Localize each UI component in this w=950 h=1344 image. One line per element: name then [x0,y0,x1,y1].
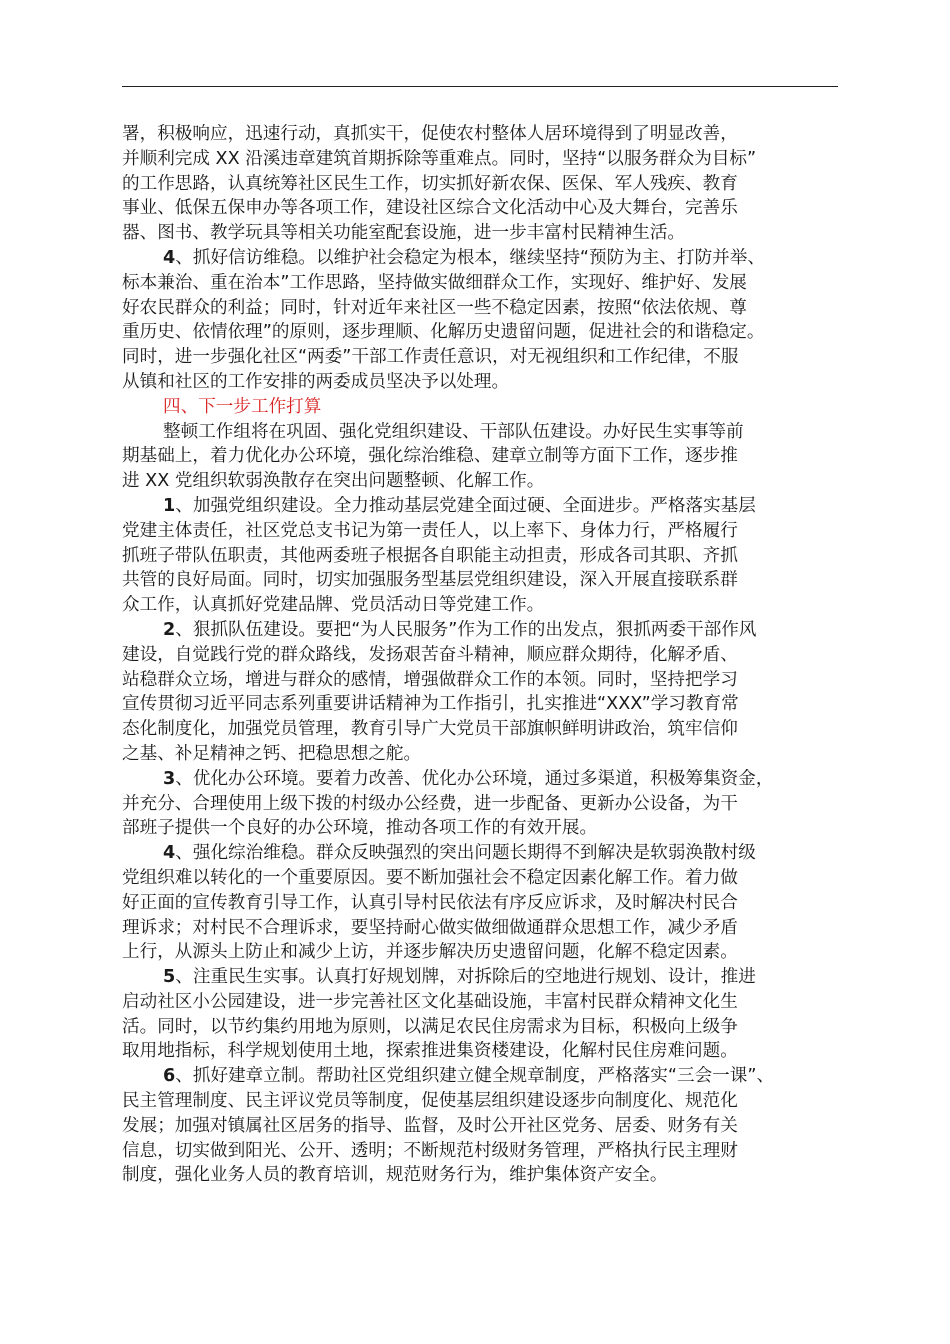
item-number: 1 [163,495,176,516]
line-text: 的工作思路，认真统筹社区民生工作，切实抓好新农保、医保、军人残疾、教育 [122,173,738,194]
text-line [122,494,852,519]
text-line [122,147,852,172]
line-text: 发展；加强对镇属社区居务的指导、监督，及时公开社区党务、居委、财务有关 [122,1115,738,1136]
item-number: 5 [163,967,176,988]
line-text: 、抓好建章立制。帮助社区党组织建立健全规章制度，严格落实“三会一课”、 [175,1066,775,1087]
text-line [122,767,852,792]
line-text: 部班子提供一个良好的办公环境，推动各项工作的有效开展。 [122,818,598,839]
line-text: 、加强党组织建设。全力推动基层党建全面过硬、全面进步。严格落实基层 [175,495,756,516]
text-line [122,990,852,1015]
header-rule [122,86,838,87]
line-text: 从镇和社区的工作安排的两委成员坚决予以处理。 [122,371,510,392]
text-line [122,593,852,618]
text-line [122,568,852,593]
text-line [122,519,852,544]
section-heading: 四、下一步工作打算 [163,396,322,417]
line-text: 器、图书、教学玩具等相关功能室配套设施，进一步丰富村民精神生活。 [122,223,686,244]
item-number: 3 [163,768,176,789]
text-line [122,469,852,494]
line-text: 党组织难以转化的一个重要原因。要不断加强社会不稳定因素化解工作。着力做 [122,867,738,888]
line-text: 整顿工作组将在巩固、强化党组织建设、干部队伍建设。办好民生实事等前 [163,421,744,442]
line-text: 并顺利完成 XX 沿溪违章建筑首期拆除等重难点。同时，坚持“以服务群众为目标” [122,148,757,169]
text-line [122,717,852,742]
line-text: 期基础上，着力优化办公环境，强化综治维稳、建章立制等方面下工作，逐步推 [122,446,738,467]
text-line [122,320,852,345]
text-line [122,420,852,445]
line-text: 同时，进一步强化社区“两委”干部工作责任意识，对无视组织和工作纪律，不服 [122,347,739,368]
line-text: 事业、低保五保申办等各项工作，建设社区综合文化活动中心及大舞台，完善乐 [122,198,738,219]
line-text: 、抓好信访维稳。以维护社会稳定为根本，继续坚持“预防为主、打防并举、 [175,247,765,268]
text-line [122,345,852,370]
text-line [122,271,852,296]
text-line [122,1064,852,1089]
line-text: 信息，切实做到阳光、公开、透明；不断规范村级财务管理，严格执行民主理财 [122,1140,738,1161]
text-line [122,544,852,569]
text-line [122,668,852,693]
text-line [122,1039,852,1064]
line-text: 之基、补足精神之钙、把稳思想之舵。 [122,743,422,764]
line-text: 抓班子带队伍职责，其他两委班子根据各自职能主动担责，形成各司其职、齐抓 [122,545,738,566]
text-line [122,792,852,817]
text-line [122,1089,852,1114]
text-line [122,692,852,717]
item-number: 6 [163,1066,176,1087]
text-line [122,816,852,841]
text-line [122,742,852,767]
text-line [122,370,852,395]
line-text: 民主管理制度、民主评议党员等制度，促使基层组织建设逐步向制度化、规范化 [122,1091,738,1112]
line-text: 众工作，认真抓好党建品牌、党员活动日等党建工作。 [122,595,545,616]
text-line [122,196,852,221]
text-line [122,866,852,891]
line-text: 活。同时，以节约集约用地为原则，以满足农民住房需求为目标，积极向上级争 [122,1016,738,1037]
line-text: 并充分、合理使用上级下拨的村级办公经费，进一步配备、更新办公设备，为干 [122,793,738,814]
line-text: 宣传贯彻习近平同志系列重要讲话精神为工作指引，扎实推进“XXX”学习教育常 [122,694,739,715]
item-number: 4 [163,843,176,864]
text-line [122,122,852,147]
text-line [122,1139,852,1164]
text-line [122,172,852,197]
text-line [122,940,852,965]
line-text: 态化制度化，加强党员管理，教育引导广大党员干部旗帜鲜明讲政治，筑牢信仰 [122,719,738,740]
line-text: 建设，自觉践行党的群众路线，发扬艰苦奋斗精神，顺应群众期待，化解矛盾、 [122,644,738,665]
text-line [122,1015,852,1040]
text-line [122,891,852,916]
line-text: 上行，从源头上防止和减少上访，并逐步解决历史遗留问题，化解不稳定因素。 [122,942,738,963]
line-text: 共管的良好局面。同时，切实加强服务型基层党组织建设，深入开展直接联系群 [122,570,738,591]
line-text: 、优化办公环境。要着力改善、优化办公环境，通过多渠道，积极筹集资金， [175,768,774,789]
body-text [122,122,852,1188]
text-line [122,1163,852,1188]
line-text: 重历史、依情依理”的原则，逐步理顺、化解历史遗留问题，促进社会的和谐稳定。 [122,322,765,343]
line-text: 制度，强化业务人员的教育培训，规范财务行为，维护集体资产安全。 [122,1165,668,1186]
text-line [122,444,852,469]
text-line [122,221,852,246]
line-text: 、注重民生实事。认真打好规划牌，对拆除后的空地进行规划、设计，推进 [175,967,756,988]
line-text: 进 XX 党组织软弱涣散存在突出问题整顿、化解工作。 [122,471,545,492]
line-text: 党建主体责任，社区党总支书记为第一责任人，以上率下、身体力行，严格履行 [122,520,738,541]
line-text: 、狠抓队伍建设。要把“为人民服务”作为工作的出发点，狠抓两委干部作风 [175,619,757,640]
text-line [122,841,852,866]
line-text: 好正面的宣传教育引导工作，认真引导村民依法有序反应诉求，及时解决村民合 [122,892,738,913]
line-text: 、强化综治维稳。群众反映强烈的突出问题长期得不到解决是软弱涣散村级 [175,843,756,864]
text-line [122,643,852,668]
text-line [122,916,852,941]
line-text: 站稳群众立场，增进与群众的感情，增强做群众工作的本领。同时，坚持把学习 [122,669,738,690]
line-text: 标本兼治、重在治本”工作思路，坚持做实做细群众工作，实现好、维护好、发展 [122,272,747,293]
text-line [122,618,852,643]
line-text: 取用地指标，科学规划使用土地，探索推进集资楼建设，化解村民住房难问题。 [122,1041,738,1062]
line-text: 署，积极响应，迅速行动，真抓实干，促使农村整体人居环境得到了明显改善， [122,124,738,144]
line-text: 启动社区小公园建设，进一步完善社区文化基础设施，丰富村民群众精神文化生 [122,991,738,1012]
text-line [122,246,852,271]
text-line [122,296,852,321]
item-number: 2 [163,619,176,640]
line-text: 理诉求；对村民不合理诉求，要坚持耐心做实做细做通群众思想工作，减少矛盾 [122,917,738,938]
text-line [122,965,852,990]
item-number: 4 [163,247,176,268]
text-line [122,1114,852,1139]
line-text: 好农民群众的利益；同时，针对近年来社区一些不稳定因素，按照“依法依规、尊 [122,297,747,318]
